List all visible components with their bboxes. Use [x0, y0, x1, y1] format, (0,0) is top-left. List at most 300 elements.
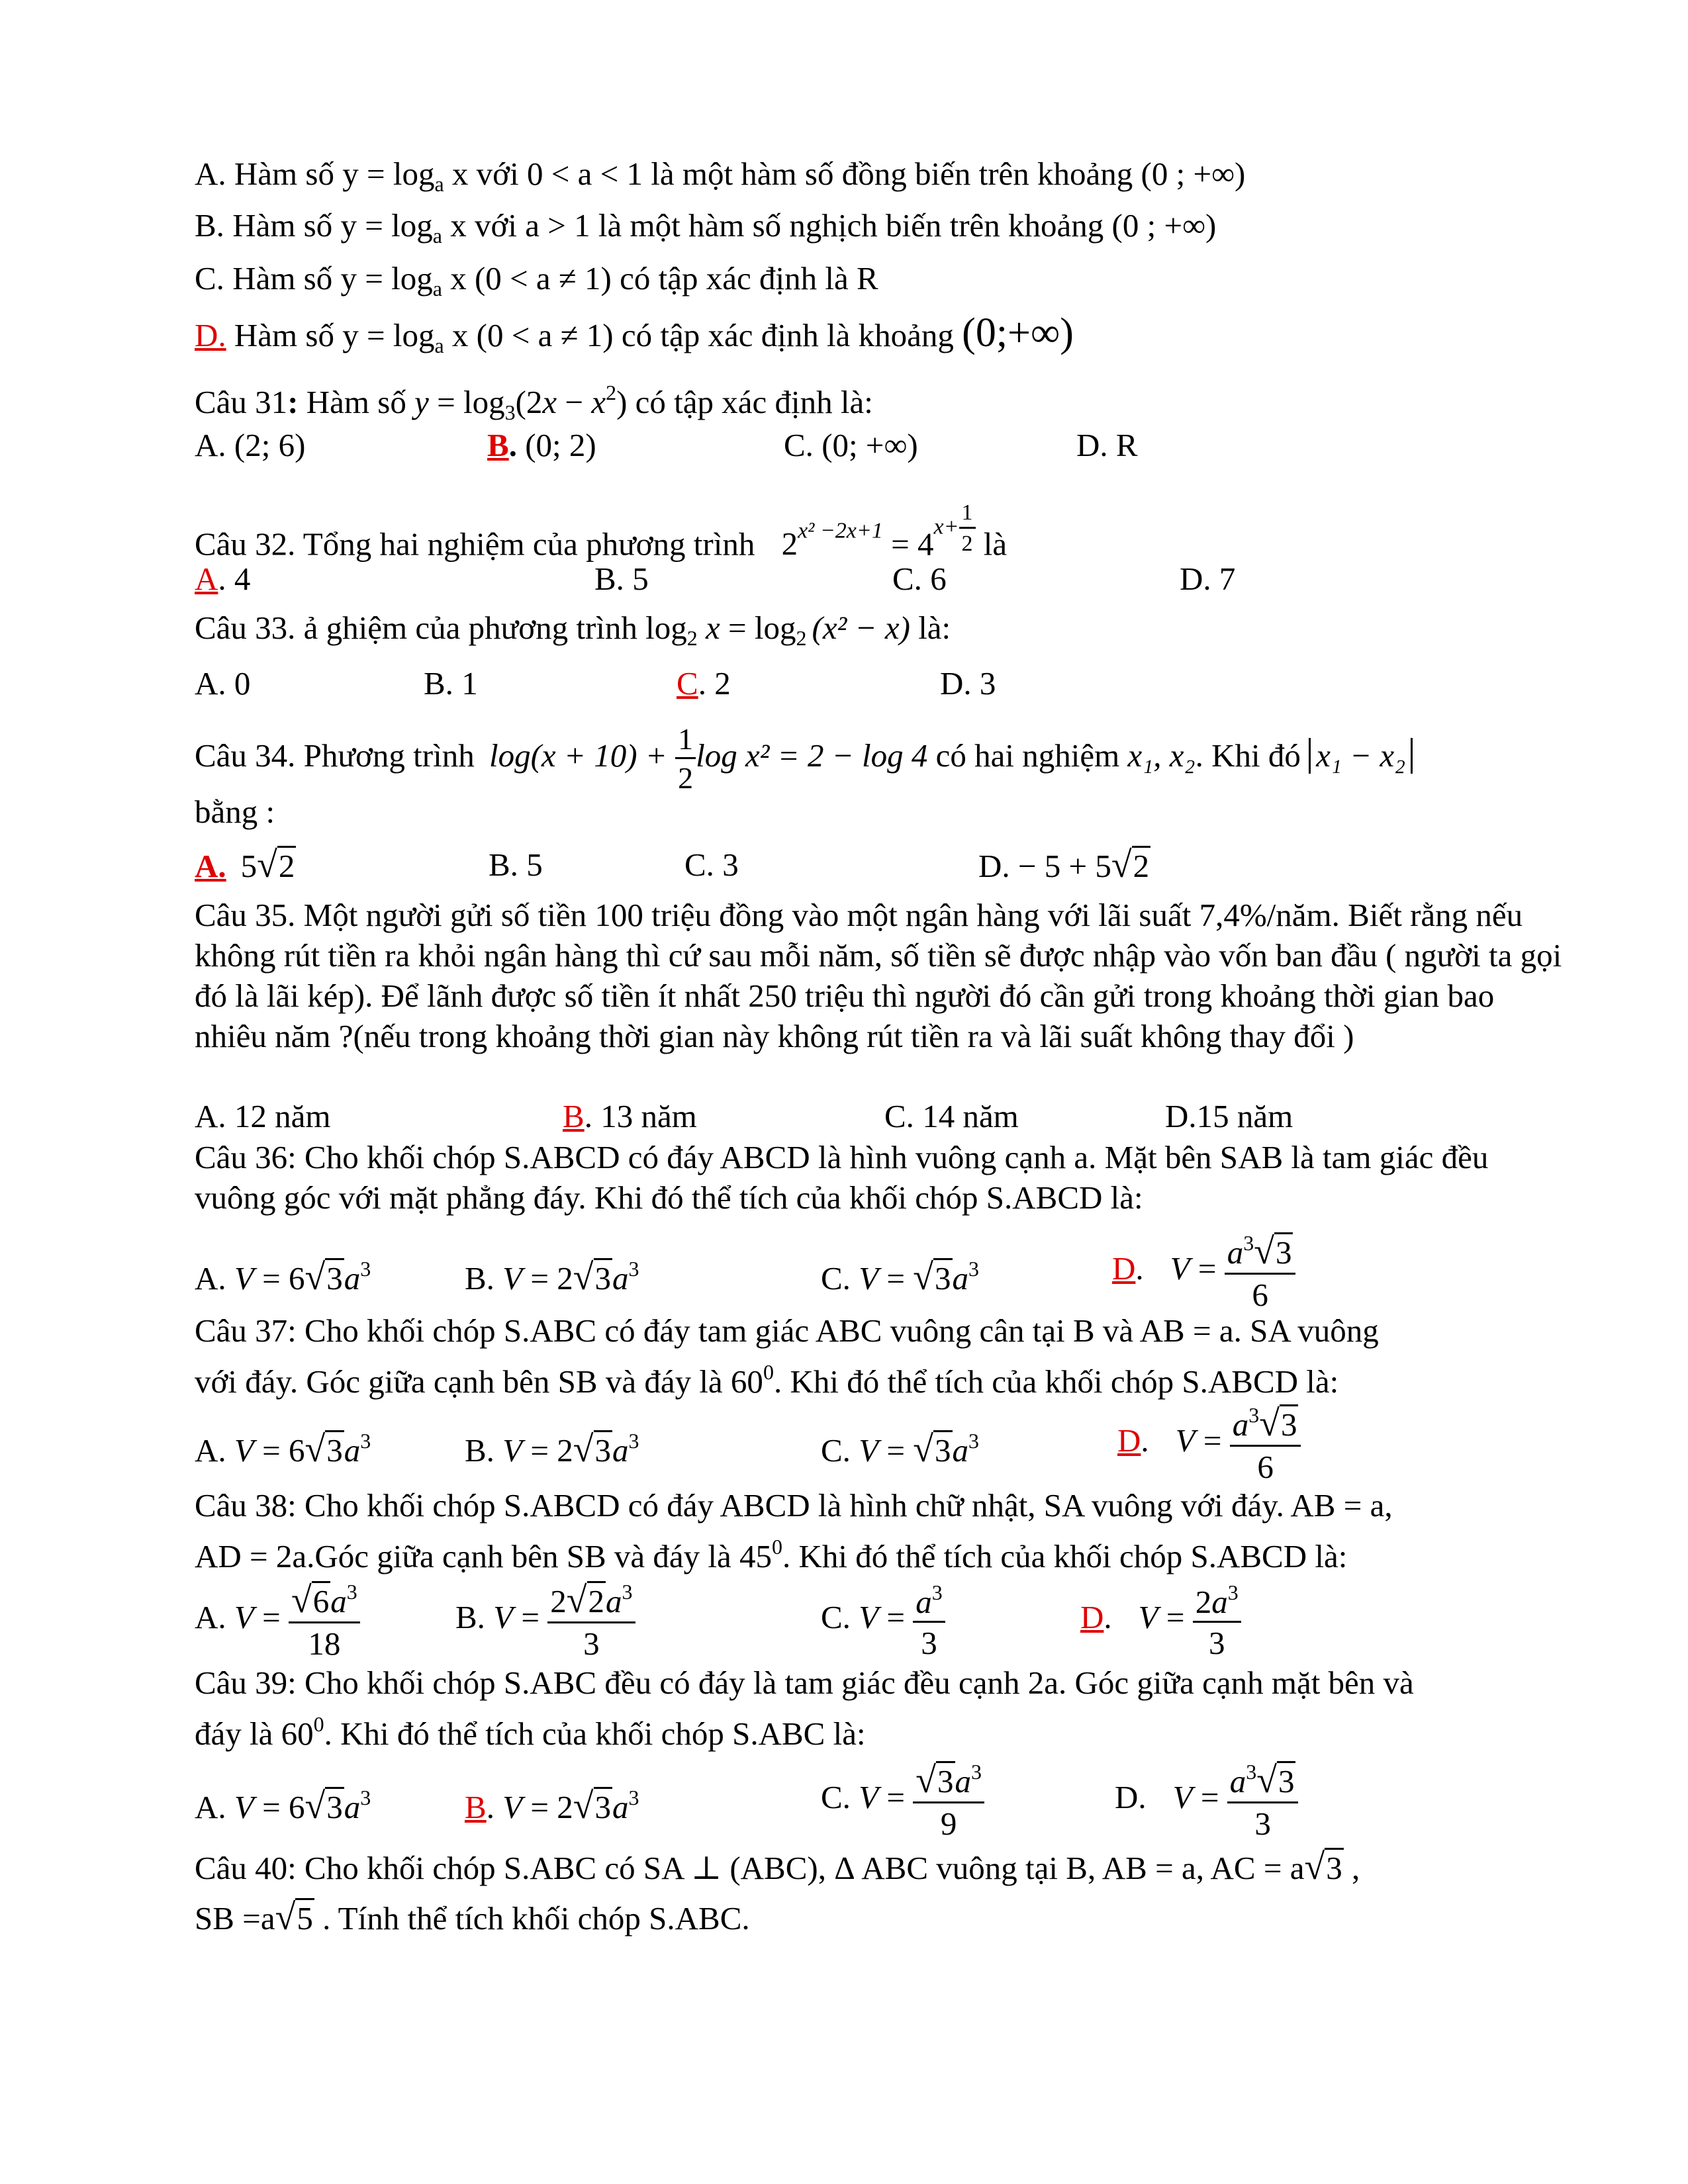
math-coef: 2	[1195, 1584, 1212, 1621]
math-op: = log	[720, 610, 796, 646]
option-label: A.	[195, 1098, 226, 1134]
radicand: 3	[594, 1258, 613, 1297]
sqrt	[913, 1413, 952, 1487]
question-text: với đáy. Góc giữa cạnh bên SB và đáy là 60	[195, 1363, 763, 1400]
correct-answer-label: A	[195, 848, 218, 884]
answer-b	[455, 1578, 635, 1660]
option-label: C.	[821, 1599, 851, 1635]
option-label: D.	[1180, 561, 1211, 597]
log-base: a	[434, 172, 444, 196]
math-exp: 3	[628, 1786, 639, 1809]
math-var: V	[859, 1260, 879, 1297]
math-exp	[933, 502, 975, 555]
option-label: B.	[195, 207, 224, 244]
sqrt-sign: √	[305, 1257, 326, 1298]
sqrt	[915, 1762, 955, 1799]
denominator: 3	[583, 1625, 600, 1662]
q35-stem: Câu 35. Một người gửi số tiền 100 triệu đồng vào một ngân hàng với lãi suất 7,4%/năm. Biết rằng nếu không rút tiền ra khỏi ngân hàng thì cứ sau mỗi năm, số tiền sẽ được nhập vào vốn ban đầu ( người ta gọi đó là lãi kép). Để lãnh được số tiền ít nhất 250 triệu thì người đó cần gửi trong khoảng thời gian bao nhiêu năm ?(nếu trong khoảng thời gian này không rút tiền ra và lãi suất không thay đổi )	[195, 897, 1562, 1054]
question-number: Câu 31	[195, 384, 288, 420]
math-op: =	[878, 1599, 914, 1635]
sqrt	[567, 1582, 606, 1619]
numerator: 1	[675, 724, 696, 759]
numerator	[913, 1761, 984, 1803]
answer-a	[195, 663, 250, 704]
sqrt	[291, 1582, 330, 1619]
sqrt	[1256, 1762, 1295, 1799]
option-text: 3	[714, 846, 739, 883]
math-var: V	[493, 1599, 514, 1635]
math-op: = 6	[254, 1789, 305, 1825]
log-base: 3	[504, 400, 516, 424]
option-label: B.	[489, 846, 518, 883]
correct-answer-label: B	[563, 1098, 585, 1134]
math-var: a	[612, 1432, 629, 1469]
denominator: 2	[678, 761, 694, 796]
q30-option-b	[195, 205, 1585, 256]
denominator: 6	[1257, 1449, 1274, 1486]
math-exp: 3	[1227, 1580, 1239, 1605]
option-text: 7	[1211, 561, 1236, 597]
answer-c	[821, 1578, 945, 1662]
fraction	[959, 502, 976, 555]
option-label: C.	[821, 1432, 851, 1469]
sqrt-sign: √	[573, 1786, 594, 1827]
math-var: a	[915, 1584, 932, 1621]
answer-d	[1165, 1096, 1293, 1137]
log-base: a	[432, 224, 442, 248]
radicand: 3	[325, 1787, 344, 1825]
math-op: =	[878, 1779, 914, 1815]
denominator: 6	[1252, 1277, 1268, 1314]
sqrt-sign: √	[915, 1760, 936, 1801]
radicand: 3	[325, 1258, 344, 1297]
fraction	[1225, 1231, 1296, 1314]
math-var: V	[859, 1599, 879, 1635]
option-label: B.	[594, 561, 624, 597]
sqrt-sign: √	[275, 1897, 296, 1938]
q37-answers	[195, 1403, 1585, 1486]
radicand: 2	[1132, 846, 1151, 884]
answer-d	[1115, 1758, 1298, 1843]
math-var: a	[344, 1432, 361, 1469]
math-coef: 5	[240, 848, 258, 884]
dot: .	[218, 848, 226, 884]
math-var: a	[955, 1763, 971, 1800]
answer-d	[1080, 1578, 1241, 1662]
option-label: B.	[455, 1599, 485, 1635]
math-var: V	[234, 1432, 254, 1469]
radicand: 2	[587, 1581, 606, 1619]
answer-d	[1180, 559, 1235, 600]
math-op: =	[513, 1599, 548, 1635]
math-base: 4	[917, 525, 934, 563]
math-op: =	[1190, 1250, 1225, 1287]
math-exp: 3	[628, 1257, 639, 1281]
dot: .	[1135, 1250, 1144, 1287]
option-label: C.	[892, 561, 922, 597]
answer-a	[195, 1232, 371, 1315]
log-base: a	[434, 334, 444, 357]
absolute-value: x₁ − x₂	[1309, 738, 1413, 774]
answer-d	[1117, 1403, 1301, 1486]
math-op: =	[1192, 1779, 1227, 1815]
sqrt-sign: √	[291, 1580, 312, 1621]
answer-b	[424, 663, 478, 704]
denominator: 3	[1208, 1625, 1225, 1662]
math-var: a	[344, 1260, 361, 1297]
dot: .	[508, 427, 517, 463]
correct-answer-label: B	[487, 427, 509, 463]
fraction	[675, 724, 696, 794]
correct-answer-label: B	[465, 1789, 487, 1825]
sqrt	[305, 1413, 344, 1487]
question-text: ,	[1343, 1850, 1360, 1886]
math-exp: 3	[931, 1580, 943, 1605]
option-text: 13 năm	[592, 1098, 697, 1134]
option-label: C.	[784, 427, 814, 463]
math-var: a	[952, 1432, 968, 1469]
q31-stem	[195, 372, 1585, 433]
degree: 0	[763, 1360, 774, 1384]
option-text: 6	[921, 561, 947, 597]
q40-stem-line1	[195, 1846, 1585, 1889]
question-text: AD = 2a.Góc giữa cạnh bên SB và đáy là 45	[195, 1538, 772, 1574]
answer-b	[563, 1096, 697, 1137]
sqrt	[573, 1241, 612, 1315]
math-op: )	[616, 384, 628, 420]
math-exp: 3	[628, 1429, 639, 1453]
math-exp: 3	[968, 1257, 979, 1281]
math-coef: 2	[550, 1583, 567, 1620]
answer-a	[195, 1404, 371, 1487]
math-var: a	[330, 1583, 347, 1620]
math-expr: − 5 + 5	[1009, 848, 1111, 884]
log-base: 2	[796, 626, 807, 650]
q32-stem	[195, 502, 1585, 565]
colon: :	[287, 384, 299, 420]
question-text: là	[975, 525, 1008, 563]
q36-stem: Câu 36: Cho khối chóp S.ABCD có đáy ABCD là hình vuông cạnh a. Mặt bên SAB là tam giác đều vuông góc với mặt phẳng đáy. Khi đó thể tích của khối chóp S.ABCD là:	[195, 1139, 1489, 1216]
sqrt-sign: √	[1304, 1846, 1325, 1888]
log-symbol: log	[645, 610, 687, 646]
question-text: . Khi đó	[1195, 737, 1309, 774]
math-op: =	[1158, 1599, 1193, 1635]
answer-d	[1112, 1231, 1295, 1314]
radicand: 3	[325, 1430, 344, 1469]
numerator	[547, 1581, 635, 1623]
interval: (0;+∞)	[962, 310, 1074, 355]
sqrt-sign: √	[573, 1257, 594, 1298]
option-text: x (0 < a ≠ 1) có tập xác định là R	[442, 260, 878, 296]
question-text: Hàm số	[298, 384, 415, 420]
q30-option-c	[195, 258, 1585, 309]
answer-c	[884, 1096, 1019, 1137]
q30-option-d	[195, 312, 1585, 366]
denominator: 18	[308, 1625, 341, 1662]
numerator	[1193, 1582, 1241, 1623]
answer-a	[195, 1578, 360, 1660]
math-exp: 3	[360, 1257, 371, 1281]
q37-stem-line1: Câu 37: Cho khối chóp S.ABC có đáy tam giác ABC vuông cân tại B và AB = a. SA vuông	[195, 1312, 1379, 1349]
math-var: a	[344, 1789, 361, 1825]
degree: 0	[772, 1535, 782, 1559]
math-exp: 3	[622, 1580, 633, 1604]
option-text: (0; 2)	[516, 427, 596, 463]
answer-c	[684, 844, 739, 886]
radicand: 3	[1274, 1232, 1293, 1271]
math-exp: x² −2x+1	[798, 518, 883, 543]
log-base: a	[432, 277, 442, 300]
answer-b	[465, 1758, 639, 1847]
answer-a	[195, 1758, 371, 1847]
math-var: V	[859, 1432, 879, 1469]
sqrt	[305, 1241, 344, 1315]
sqrt-sign: √	[913, 1429, 933, 1470]
answer-c	[821, 1758, 984, 1843]
sqrt-sign: √	[305, 1429, 326, 1470]
sqrt	[1254, 1231, 1293, 1273]
math-exp: 3	[360, 1786, 371, 1809]
q37-stem-line2	[195, 1351, 1585, 1402]
math-var: a	[952, 1260, 968, 1297]
option-label: D.	[1165, 1098, 1197, 1134]
log-symbol: log	[393, 156, 435, 192]
math-exp: 3	[1246, 1760, 1257, 1784]
dot: .	[1141, 1422, 1149, 1459]
option-label: A.	[195, 1789, 226, 1825]
question-text: Câu 32. Tổng hai nghiệm của phương trình	[195, 525, 755, 563]
math-var: x	[542, 384, 557, 420]
math-var: x	[591, 384, 606, 420]
answer-d	[940, 663, 996, 704]
option-text: x với a > 1 là một hàm số nghịch biến trên khoảng (0 ; +∞)	[442, 207, 1217, 244]
fraction	[289, 1581, 360, 1660]
degree: 0	[313, 1712, 324, 1736]
question-text: Câu 40: Cho khối chóp S.ABC có SA ⊥ (ABC), Δ ABC vuông tại B, AB = a, AC = a	[195, 1850, 1305, 1886]
option-label: A.	[195, 1599, 226, 1635]
answer-b	[465, 1232, 639, 1315]
denominator: 2	[961, 531, 973, 556]
math-var: V	[502, 1260, 523, 1297]
q38-answers	[195, 1578, 1585, 1662]
option-label: C.	[884, 1098, 914, 1134]
question-text: . Tính thể tích khối chóp S.ABC.	[314, 1900, 750, 1936]
question-text: . Khi đó thể tích của khối chóp S.ABC là:	[324, 1715, 866, 1752]
math-var: V	[1175, 1422, 1196, 1459]
fraction	[1193, 1580, 1241, 1662]
option-text: 5	[518, 846, 543, 883]
correct-answer-label: D	[1112, 1250, 1136, 1287]
q39-stem-line1: Câu 39: Cho khối chóp S.ABC đều có đáy là tam giác đều cạnh 2a. Góc giữa cạnh mặt bên và	[195, 1664, 1414, 1701]
numerator	[1225, 1232, 1296, 1275]
question-text: có tập xác định là:	[627, 384, 873, 420]
answer-d	[1076, 425, 1138, 466]
option-text: x với 0 < a < 1 là một hàm số đồng biến trên khoảng (0 ; +∞)	[444, 156, 1246, 192]
answer-a	[195, 559, 250, 600]
math-var: V	[1170, 1250, 1190, 1287]
option-text: Hàm số y =	[224, 260, 392, 296]
q30-option-a	[195, 154, 1585, 205]
numerator	[289, 1581, 360, 1623]
math-var: a	[1232, 1406, 1249, 1443]
fraction	[1230, 1403, 1301, 1486]
option-label: A.	[195, 1260, 226, 1297]
option-text: 2	[706, 665, 731, 702]
sqrt-sign: √	[573, 1429, 594, 1470]
math-var: a	[606, 1583, 622, 1620]
option-label: A.	[195, 1432, 226, 1469]
sqrt	[1111, 844, 1150, 887]
option-label: D.	[1115, 1779, 1147, 1815]
sqrt-sign: √	[1254, 1231, 1274, 1273]
denominator: 3	[921, 1625, 937, 1662]
q39-answers	[195, 1758, 1585, 1843]
correct-answer-label: D	[1117, 1422, 1141, 1459]
answer-a	[195, 1096, 331, 1137]
sqrt-sign: √	[1111, 844, 1132, 886]
question-text: là:	[910, 610, 951, 646]
math-var: a	[1227, 1234, 1244, 1271]
numerator	[1227, 1761, 1299, 1803]
fraction	[547, 1581, 635, 1660]
math-op: =	[878, 1432, 914, 1469]
math-expr: log(x + 10) +	[489, 737, 676, 774]
dot: .	[584, 1098, 592, 1134]
option-label: D.	[978, 848, 1010, 884]
option-text: 0	[226, 665, 251, 702]
question-text: . Khi đó thể tích của khối chóp S.ABCD là:	[782, 1538, 1348, 1574]
math-expr: log x² = 2 − log 4	[696, 737, 928, 774]
log-symbol: log	[391, 207, 433, 244]
dot: .	[218, 561, 226, 597]
sqrt-sign: √	[257, 844, 277, 886]
numerator	[1230, 1404, 1301, 1447]
radicand: 5	[295, 1898, 314, 1936]
answer-a	[195, 425, 305, 466]
option-text: 3	[971, 665, 996, 702]
math-var: y	[414, 384, 429, 420]
option-text: Hàm số y =	[226, 156, 393, 192]
math-var: a	[612, 1789, 629, 1825]
math-op: =	[882, 525, 917, 563]
answer-c	[677, 663, 731, 704]
math-var: a	[1211, 1584, 1228, 1621]
answer-b	[594, 559, 649, 600]
math-exp: 3	[971, 1760, 982, 1784]
option-label: A.	[195, 665, 226, 702]
option-text: (2; 6)	[226, 427, 306, 463]
math-exp: 3	[1243, 1231, 1254, 1255]
sqrt-sign: √	[305, 1786, 326, 1827]
math-op: =	[1195, 1422, 1230, 1459]
sqrt	[305, 1766, 344, 1847]
math-var: a	[612, 1260, 629, 1297]
option-label: C.	[195, 260, 224, 296]
math-exp: 3	[1248, 1403, 1260, 1428]
math-op: = 2	[522, 1432, 573, 1469]
correct-answer-label: C	[677, 665, 698, 702]
sqrt-sign: √	[1259, 1403, 1280, 1445]
sqrt-sign: √	[913, 1257, 933, 1298]
math-op: = 2	[522, 1260, 573, 1297]
math-op: (2	[515, 384, 543, 420]
option-label: D.	[940, 665, 972, 702]
option-label: C.	[821, 1260, 851, 1297]
radicand: 3	[933, 1258, 953, 1297]
fraction	[913, 1580, 945, 1662]
dot: .	[1103, 1599, 1112, 1635]
radicand: 3	[1325, 1848, 1344, 1886]
option-text: 4	[226, 561, 251, 597]
radicand: 3	[594, 1787, 613, 1825]
math-op: =	[878, 1260, 914, 1297]
math-op: = 6	[254, 1260, 305, 1297]
option-text: 5	[624, 561, 649, 597]
option-text: Hàm số y =	[224, 207, 392, 244]
q38-stem-line1: Câu 38: Cho khối chóp S.ABCD có đáy ABCD là hình chữ nhật, SA vuông với đáy. AB = a,	[195, 1487, 1393, 1524]
math-expr: (x² − x)	[812, 610, 910, 646]
answer-c	[821, 1404, 979, 1487]
math-expr: x₁, x₂	[1127, 737, 1196, 774]
math-op: = 6	[254, 1432, 305, 1469]
radicand: 2	[277, 846, 297, 884]
sqrt	[913, 1241, 952, 1315]
log-base: 2	[686, 626, 698, 650]
log-symbol: log	[393, 317, 435, 353]
question-text: . Khi đó thể tích của khối chóp S.ABCD là:	[773, 1363, 1339, 1400]
question-text: Câu 34. Phương trình	[195, 737, 483, 774]
math-var: V	[1138, 1599, 1158, 1635]
option-label: C.	[821, 1779, 851, 1815]
sqrt	[1304, 1846, 1343, 1889]
option-text: x (0 < a ≠ 1) có tập xác định là khoảng	[444, 317, 962, 353]
option-text: Hàm số y =	[226, 317, 393, 353]
q33-stem	[195, 608, 1585, 659]
math-var: V	[502, 1789, 523, 1825]
correct-answer-label: D	[1080, 1599, 1104, 1635]
q34-line2: bằng :	[195, 794, 275, 830]
radicand: 3	[936, 1761, 955, 1799]
denominator: 3	[1254, 1805, 1271, 1843]
math-var: V	[859, 1779, 879, 1815]
answer-b	[465, 1404, 639, 1487]
log-symbol: log	[391, 260, 433, 296]
radicand: 3	[1277, 1761, 1296, 1799]
q40-stem-line2	[195, 1897, 1585, 1939]
math-op: =	[254, 1599, 289, 1635]
option-label: D.	[1076, 427, 1108, 463]
numerator	[913, 1582, 945, 1623]
option-label: B.	[424, 665, 453, 702]
math-op: −	[557, 384, 592, 420]
q39-stem-line2	[195, 1704, 1585, 1754]
answer-c	[784, 425, 918, 466]
option-label: B.	[465, 1432, 494, 1469]
answer-d	[978, 844, 1150, 887]
math-var: V	[234, 1260, 254, 1297]
question-text: đáy là 60	[195, 1715, 314, 1752]
answer-a	[195, 844, 296, 887]
answer-c	[892, 559, 947, 600]
option-text: 15 năm	[1196, 1098, 1293, 1134]
option-text: (0; +∞)	[813, 427, 918, 463]
math-exp: x+	[933, 514, 959, 539]
option-label: C.	[684, 846, 714, 883]
sqrt	[573, 1766, 612, 1847]
math-exp: 3	[346, 1580, 357, 1604]
option-text: 1	[453, 665, 478, 702]
answer-c	[821, 1232, 979, 1315]
